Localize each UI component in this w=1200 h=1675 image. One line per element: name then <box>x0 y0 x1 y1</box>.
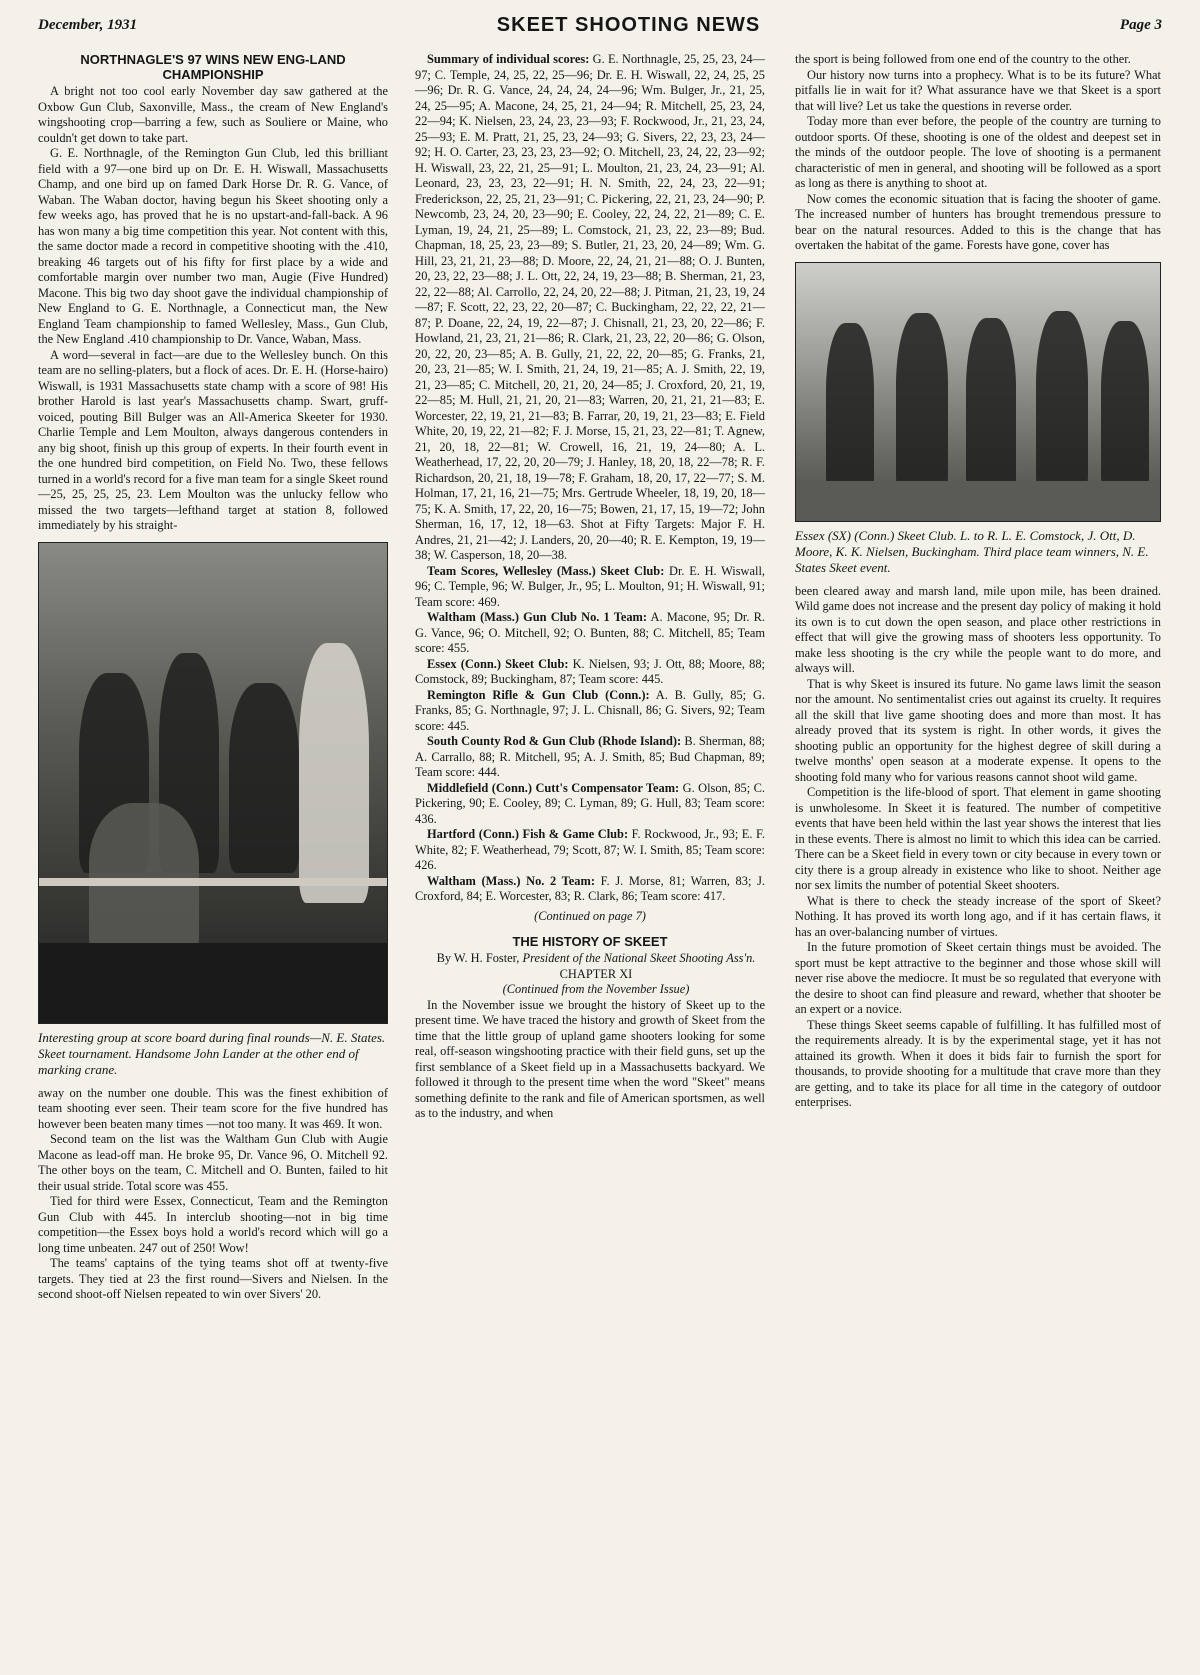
team-score: Essex (Conn.) Skeet Club: K. Nielsen, 93; J. Ott, 88; Moore, 88; Comstock, 89; Buckingham, 87; Team score: 445. <box>415 656 765 686</box>
history-paragraph: In the future promotion of Skeet certain things must be avoided. The sport must be kept attractive to the beginner and those whose skill will never rise above the mediocre. It must be so regulated that everyone with the desire to shoot can find pleasure and reward, whether that shooter be an expert or a novice. <box>795 940 1161 1016</box>
publication-title: SKEET SHOOTING NEWS <box>496 13 761 36</box>
history-paragraph: the sport is being followed from one end of the country to the other. <box>795 52 1131 66</box>
article-paragraph: Tied for third were Essex, Connecticut, Team and the Remington Gun Club with 445. In interclub shooting—not in big time competition—the Essex boys hold a world's record which will go a long time unbeaten. 247 out of 250! Wow! <box>38 1194 388 1255</box>
continued-from-note: (Continued from the November Issue) <box>502 982 690 996</box>
page-header <box>38 12 1162 38</box>
photo-caption: Interesting group at score board during final rounds—N. E. States. Skeet tournament. Handsome John Lander at the other end of marking crane. <box>38 1029 386 1077</box>
team-score: Team Scores, Wellesley (Mass.) Skeet Club: Dr. E. H. Wiswall, 96; C. Temple, 96; W. Bulger, Jr., 95; L. Moulton, 91; H. Wiswall, 91; Team score: 469. <box>415 563 765 609</box>
team-score: South County Rod & Gun Club (Rhode Island): B. Sherman, 88; A. Carrallo, 88; R. Mitchell, 95; A. J. Smith, 85; Bud Chapman, 89; Team score: 444. <box>415 734 765 779</box>
history-paragraph: been cleared away and marsh land, mile upon mile, has been drained. Wild game does not increase and the present day policy of making it hold its own is to cut down the open season, and place other restrictions in effect that will give the growing mass of shooters less opportunity. To make less shooting is the cry while the people want to do more, and always will. <box>795 583 1161 675</box>
article-paragraph: Second team on the list was the Waltham Gun Club with Augie Macone as lead-off man. He broke 95, Dr. Vance 96, O. Mitchell 92. The other boys on the team, C. Mitchell and O. Bunten, failed to hit their usual stride. Total score was 455. <box>38 1132 388 1193</box>
history-paragraph: What is there to check the steady increase of the sport of Skeet? Nothing. It has proved its worth long ago, and if it has certain flaws, it has an over-balancing number of virtues. <box>795 893 1161 939</box>
article-paragraph: A word—several in fact—are due to the Wellesley bunch. On this team are no selling-platers, but a flock of aces. Dr. E. H. (Horse-hairo) Wiswall, is 1931 Massachusetts state champ with a score of 98! His brother Harold is last year's Massachusetts champ. Swart, gruff-voiced, pouting Bill Bulger was an All-America Skeeter for 1930. Charlie Temple and Lem Moulton, always dangerous contenders in any big shoot, finish up this group of experts. In their fourth event in the one hundred bird competition, on Field No. Two, these fellows turned in a world's record for a five man team for a single Skeet round—25, 25, 25, 25, 23. Lem Moulton was the unlucky fellow who missed the two targets—lefthand target at station 8, followed immediately by his straight- <box>38 347 388 532</box>
page-number: Page 3 <box>1119 16 1162 33</box>
team-score: Waltham (Mass.) No. 2 Team: F. J. Morse, 81; Warren, 83; J. Croxford, 84; E. Worcester, 83; R. Clark, 86; Team score: 417. <box>415 873 765 903</box>
byline: By W. H. Foster, President of the National Skeet Shooting Ass'n. <box>436 951 756 965</box>
column-1 <box>38 52 388 1303</box>
history-paragraph: In the November issue we brought the history of Skeet up to the present time. We have traced the history and growth of Skeet from the time that the little group of upland game shooters looking for some real, off-season wingshooting practice with their field guns, set up the first semblance of a Skeet field up in a Massachusetts backyard. We followed it through to the present time when the word "Skeet" means something definite to the rank and file of American sportsmen, as well as to the industry, and when <box>415 997 765 1120</box>
team-score: Hartford (Conn.) Fish & Game Club: F. Rockwood, Jr., 93; E. F. White, 82; F. Weatherhead, 79; Scott, 87; W. I. Smith, 85; Team score: 426. <box>415 827 765 872</box>
team-photo <box>795 262 1161 522</box>
issue-date: December, 1931 <box>38 16 138 33</box>
scores-summary <box>415 52 765 564</box>
score-board-photo <box>38 542 388 1024</box>
column-3 <box>795 52 1161 1111</box>
history-paragraph: Competition is the life-blood of sport. That element in game shooting is unwholesome. In Skeet it is featured. The number of competitive events that have been held within the last year shows the interest that lies in these events. There is almost no limit to which this idea can be carried. There can be a Skeet field in every town or city because in every town or city there is a group already in existence who like to shoot. Neither age nor sex limits the number of potential Skeet shooters. <box>795 785 1161 892</box>
column-2 <box>415 52 765 1122</box>
article-paragraph: away on the number one double. This was the finest exhibition of team shooting ever seen. Their team score for the five hundred has however been beaten many times —not too many. It was 469. It won. <box>38 1085 388 1131</box>
history-paragraph: That is why Skeet is insured its future. No game laws limit the season nor the amount. No sentimentalist cries out against its cruelty. It requires all the skill that live game shooting does and more than most. It has already proved that its system is right. In other words, it gives the shooting public an opportunity for the highest degree of skill during a twelve months' open season at a moderate expense. It opens to the shooting fold many who for various reasons cannot shoot wild game. <box>795 676 1161 784</box>
article-headline: NORTHNAGLE'S 97 WINS NEW ENG-LAND CHAMPIONSHIP <box>80 52 346 82</box>
history-paragraph: Now comes the economic situation that is facing the shooter of game. The increased number of hunters has brought tremendous pressure to bear on the natural resources. Added to this is the change that has overtaken the habitat of the game. Forests have gone, cover has <box>795 191 1161 252</box>
article-paragraph: A bright not too cool early November day saw gathered at the Oxbow Gun Club, Saxonville, Mass., the cream of New England's wingshooting crop—barring a few, such as Souliere or Maine, who couldn't get down to take part. <box>38 84 388 145</box>
article-paragraph: The teams' captains of the tying teams shot off at twenty-five targets. They tied at 23 the first round—Sivers and Nielsen. In the second shoot-off Nielsen repeated to win over Sivers' 20. <box>38 1256 388 1301</box>
photo-caption: Essex (SX) (Conn.) Skeet Club. L. to R. L. E. Comstock, J. Ott, D. Moore, K. K. Nielsen, Buckingham. Third place team winners, N. E. States Skeet event. <box>795 527 1149 575</box>
team-score: Middlefield (Conn.) Cutt's Compensator Team: G. Olson, 85; C. Pickering, 90; E. Cooley, 89; C. Lyman, 89; G. Hull, 83; Team score: 436. <box>415 780 765 826</box>
history-paragraph: These things Skeet seems capable of fulfilling. It has fulfilled most of the requirements already. It is by the experimental stage, yet it has not attained its growth. When it does it bids fair to furnish the sport for thousands, to provide shooting for a multitude that crave more than they are getting, and to take its place for all time in the category of outdoor enterprises. <box>795 1017 1161 1109</box>
scores-summary-label: Summary of individual scores: <box>427 52 590 66</box>
team-score: Remington Rifle & Gun Club (Conn.): A. B. Gully, 85; G. Franks, 85; G. Northnagle, 97; J. L. Chisnall, 86; G. Sivers, 92; Team score: 445. <box>415 687 765 733</box>
scores-summary-text: G. E. Northnagle, 25, 25, 23, 24—97; C. Temple, 24, 25, 22, 25—96; Dr. E. H. Wiswall, 22, 24, 25, 25—96; Dr. R. G. Vance, 24, 24, 24, 24—96; Wm. Bulger, Jr., 21, 25, 24, 25—95; A. Macone, 24, 25, 21, 24—94; R. Mitchell, 25, 23, 24, 22—94; K. Nielsen, 23, 24, 23, 23—93; F. Rockwood, Jr., 21, 23, 24, 25—93; E. M. Pratt, 21, 25, 23, 24—93; G. Sivers, 22, 23, 23, 24—92; H. O. Carter, 23, 23, 23, 23—92; O. Mitchell, 23, 24, 22, 23—92; H. Wiswall, 23, 22, 21, 25—91; L. Moulton, 21, 23, 24, 23—91; Al. Leonard, 23, 23, 23, 22—91; H. N. Smith, 22, 24, 23, 22—91; Frederickson, 22, 25, 21, 23—91; C. Pickering, 22, 21, 23, 24—90; P. Newcomb, 23, 24, 20, 23—90; E. Cooley, 22, 24, 22, 21—89; C. E. Lyman, 19, 24, 21, 25—89; L. Comstock, 21, 23, 22, 23—89; Bud. Chapman, 18, 25, 23, 23—89; S. Butler, 21, 23, 20, 24—89; Wm. G. Hill, 23, 21, 21, 23—88; D. Moore, 22, 24, 21, 21—88; O. J. Bunten, 20, 23, 22, 23—88; J. L. Ott, 22, 24, 19, 23—88; B. Sherman, 21, 23, 22, 22—88; Al. Carrollo, 22, 24, 20, 22—88; J. Pitman, 21, 23, 19, 24—87; F. Scott, 22, 23, 22, 20—87; C. Buckingham, 22, 22, 22, 21—87; P. Doane, 22, 24, 19, 22—87; J. Chisnall, 21, 23, 20, 22—86; F. Howland, 21, 23, 21, 21—86; R. Clark, 21, 23, 22, 20—86; G. Olson, 20, 22, 20, 23—85; A. B. Gully, 21, 22, 22, 20—85; G. Franks, 21, 20, 23, 21—85; W. I. Smith, 21, 24, 19, 21—85; A. J. Smith, 22, 19, 21, 23—85; C. Mitchell, 20, 21, 20, 24—85; J. Croxford, 20, 21, 19, 22—85; M. Hull, 21, 21, 20, 21—83; Warren, 20, 21, 21, 21—83; E. Worcester, 22, 19, 21, 21—83; B. Farrar, 20, 19, 21, 23—83; E. Field White, 20, 19, 22, 21—82; F. J. Morse, 15, 21, 23, 22—81; T. Agnew, 21, 20, 18, 22—81; W. Crowell, 16, 21, 19, 24—80; A. L. Weatherhead, 17, 22, 20, 20—79; J. Hanley, 18, 20, 18, 22—78; R. F. Richardson, 20, 21, 18, 19—78; F. Graham, 18, 20, 17, 22—77; S. M. Holman, 17, 21, 16, 21—75; Mrs. Gertrude Wheeler, 18, 19, 20, 18—75; K. A. Smith, 17, 22, 20, 16—75; Bowen, 21, 17, 15, 19—72; John Sherman, 16, 17, 12, 18—63. Shot at Fifty Targets: Major F. H. Andres, 21, 21—42; J. Landers, 20, 20—40; R. E. Kempton, 19, 19—38; W. Casperson, 18, 20—38. <box>415 52 765 562</box>
history-paragraph: Today more than ever before, the people of the country are turning to outdoor sports. Of these, shooting is one of the oldest and deepest set in the minds of the outdoor people. The love of shooting is a permanent characteristic of men in general, and shooting will be followed as a sport as long as there is anything to shoot at. <box>795 114 1161 190</box>
team-score: Waltham (Mass.) Gun Club No. 1 Team: A. Macone, 95; Dr. R. G. Vance, 96; O. Mitchell, 92; O. Bunten, 88; C. Mitchell, 85; Team score: 455. <box>415 610 765 655</box>
history-headline: THE HISTORY OF SKEET <box>512 934 668 949</box>
chapter-label: CHAPTER XI <box>559 966 633 981</box>
continued-note: (Continued on page 7) <box>534 908 646 923</box>
history-paragraph: Our history now turns into a prophecy. What is to be its future? What pitfalls lie in wait for it? What assurance have we that Skeet is a sport that will live? Let us take the questions in reverse order. <box>795 67 1161 113</box>
article-paragraph: G. E. Northnagle, of the Remington Gun Club, led this brilliant field with a 97—one bird up on Dr. E. H. Wiswall, Massachusetts Champ, and one bird up on famed Dark Horse Dr. R. G. Vance, of Waban. The Waban doctor, having begun his Skeet shooting only a few weeks ago, has proved that he is no upstart-and-fall-back. A 96 has won many a big time competition this year. Not content with this, the same doctor made a record in competitive shooting with the .410, breaking 46 targets out of his fifty for first place by a wide and comfortable margin over number two man, Augie (Five Hundred) Macone. This big two day shoot gave the individual championship of New England to G. E. Northnagle, a Connecticut man, the New England Team championship to famed Wellesley, Mass., Gun Club, the New England .410 championship to Dr. Vance, Waban, Mass. <box>38 146 388 346</box>
